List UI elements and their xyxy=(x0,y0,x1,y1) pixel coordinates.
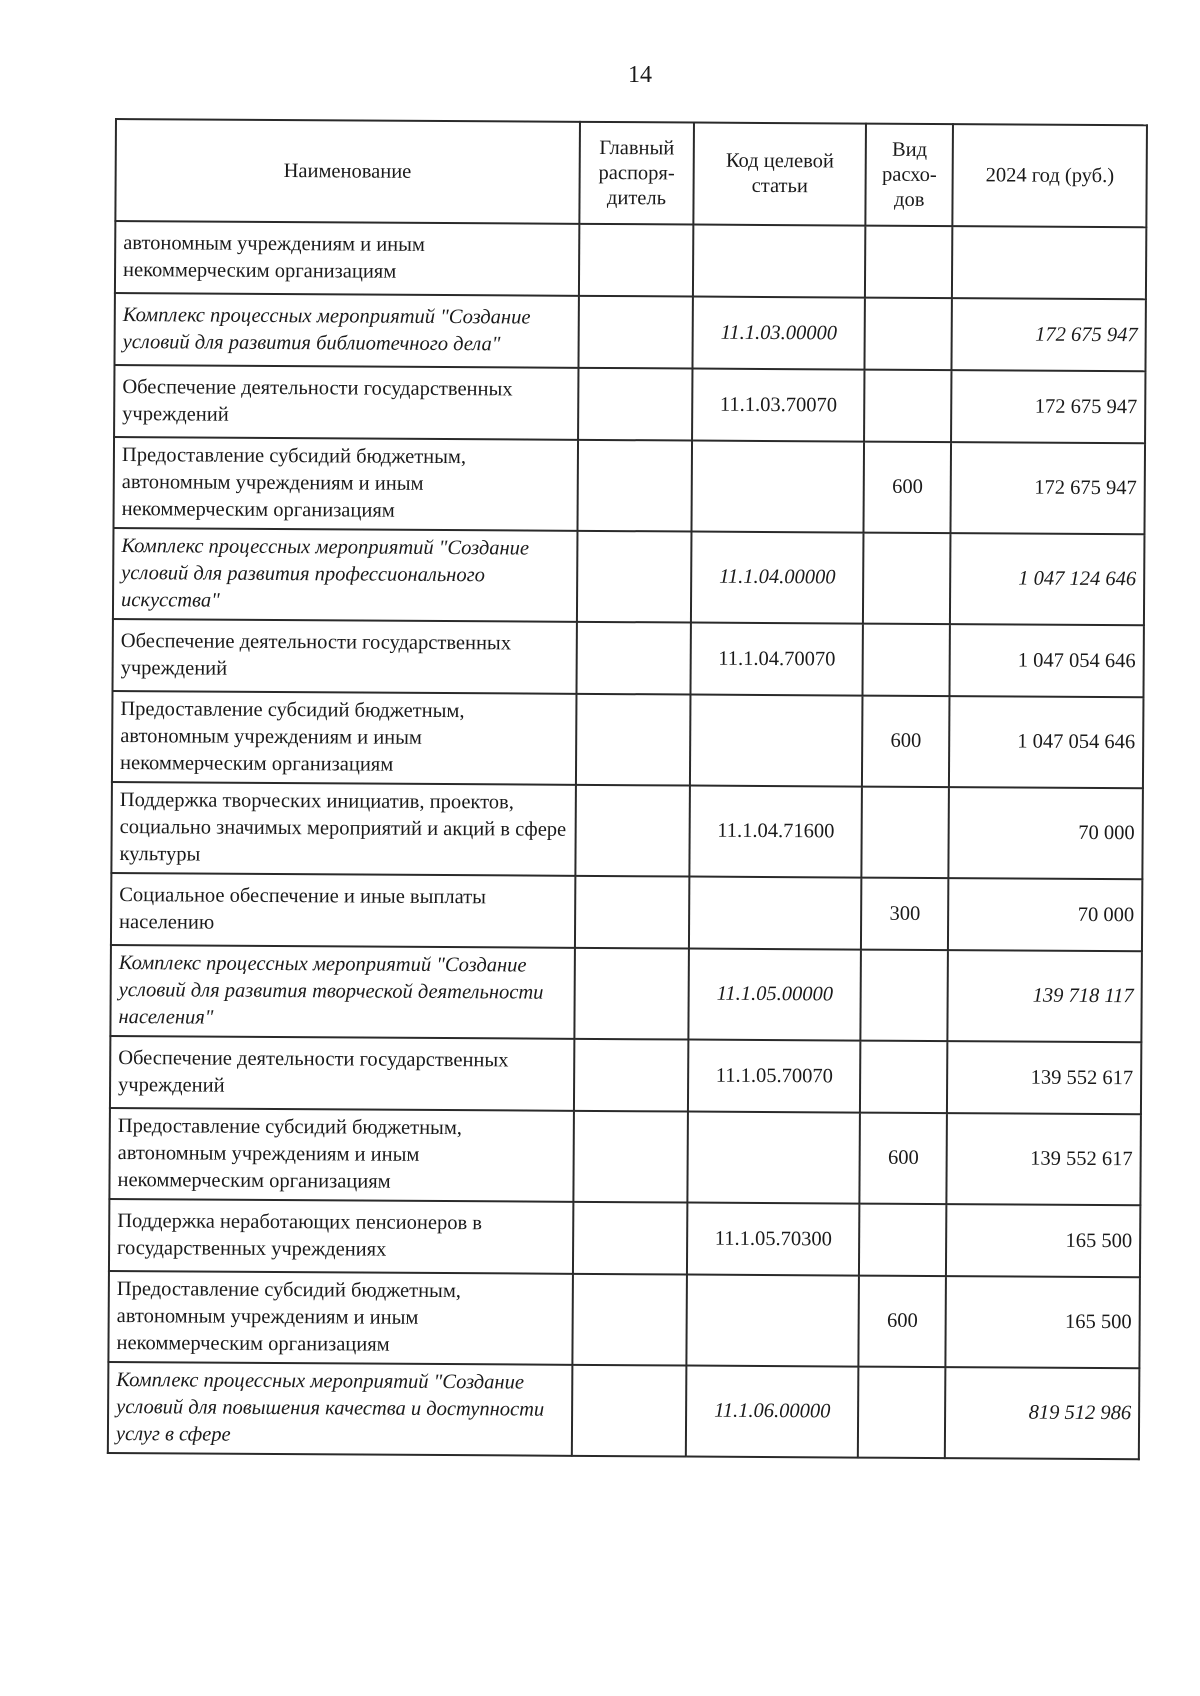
table-row xyxy=(114,365,1145,443)
row-chief-administrator xyxy=(576,622,691,695)
row-target-code xyxy=(689,877,861,950)
row-amount: 172 675 947 xyxy=(951,370,1145,443)
table-row xyxy=(112,619,1143,697)
table-row xyxy=(108,1271,1140,1368)
table-row xyxy=(113,437,1145,534)
row-expense-type xyxy=(859,1204,947,1277)
row-name: Обеспечение деятельности государственных учреждений xyxy=(114,365,578,440)
row-target-code: 11.1.05.70300 xyxy=(687,1203,859,1276)
table-row-program xyxy=(108,1362,1140,1459)
row-chief-administrator xyxy=(575,785,690,877)
row-amount: 165 500 xyxy=(946,1204,1140,1277)
row-name: Комплекс процессных мероприятий "Создание условий для развития профессионального искусства" xyxy=(113,528,577,622)
row-amount: 139 552 617 xyxy=(947,1113,1141,1205)
row-expense-type: 300 xyxy=(861,878,949,951)
header-target-code: Код целевой статьи xyxy=(694,123,866,226)
row-chief-administrator xyxy=(571,1365,686,1457)
row-name: Предоставление субсидий бюджетным, автономным учреждениям и иным некоммерческим организациям xyxy=(108,1271,572,1365)
row-target-code: 11.1.04.70070 xyxy=(691,623,863,696)
table-row xyxy=(111,873,1142,951)
row-amount: 819 512 986 xyxy=(945,1367,1139,1459)
row-name: Комплекс процессных мероприятий "Создание условий для развития библиотечного дела" xyxy=(114,293,578,368)
table-header-row xyxy=(115,119,1147,227)
row-amount xyxy=(952,226,1146,299)
row-amount: 172 675 947 xyxy=(951,442,1145,534)
row-amount: 1 047 124 646 xyxy=(950,533,1144,625)
table-row xyxy=(109,1108,1141,1205)
row-name: Предоставление субсидий бюджетным, автономным учреждениям и иным некоммерческим организациям xyxy=(113,437,577,531)
row-target-code xyxy=(688,1112,860,1204)
row-amount: 1 047 054 646 xyxy=(950,624,1144,697)
row-target-code: 11.1.04.00000 xyxy=(691,532,863,624)
row-target-code: 11.1.03.70070 xyxy=(692,369,864,442)
row-expense-type xyxy=(864,370,952,443)
row-name: Предоставление субсидий бюджетным, автономным учреждениям и иным некоммерческим организациям xyxy=(112,691,576,785)
row-expense-type: 600 xyxy=(858,1276,946,1368)
row-target-code xyxy=(692,441,864,533)
row-chief-administrator xyxy=(575,876,690,949)
row-name: Поддержка творческих инициатив, проектов, социально значимых мероприятий и акций в сфере культуры xyxy=(111,782,575,876)
row-expense-type xyxy=(864,298,952,371)
row-name: Обеспечение деятельности государственных учреждений xyxy=(110,1036,574,1111)
row-expense-type xyxy=(865,226,953,299)
row-expense-type xyxy=(858,1367,946,1459)
row-chief-administrator xyxy=(572,1274,687,1366)
row-chief-administrator xyxy=(578,368,693,441)
table-row xyxy=(112,691,1144,788)
row-target-code xyxy=(693,225,865,298)
header-expense-type: Вид расхо-дов xyxy=(865,124,953,227)
row-target-code: 11.1.05.70070 xyxy=(688,1040,860,1113)
row-chief-administrator xyxy=(574,948,689,1040)
row-amount: 1 047 054 646 xyxy=(949,696,1143,788)
row-target-code: 11.1.03.00000 xyxy=(693,297,865,370)
row-name: Комплекс процессных мероприятий "Создание условий для повышения качества и доступности услуг в сфере xyxy=(108,1362,572,1456)
page-number: 14 xyxy=(628,62,652,88)
header-name: Наименование xyxy=(115,119,579,224)
row-expense-type: 600 xyxy=(862,696,950,788)
table-body xyxy=(108,221,1147,1459)
row-chief-administrator xyxy=(577,440,692,532)
row-name: Социальное обеспечение и иные выплаты населению xyxy=(111,873,575,948)
row-expense-type xyxy=(861,787,949,879)
row-amount: 139 718 117 xyxy=(948,950,1142,1042)
row-amount: 70 000 xyxy=(948,878,1142,951)
table-row-program xyxy=(110,945,1142,1042)
table-row-program xyxy=(114,293,1145,371)
row-chief-administrator xyxy=(573,1111,688,1203)
budget-table xyxy=(107,118,1148,1460)
row-amount: 165 500 xyxy=(946,1276,1140,1368)
row-name: Поддержка неработающих пенсионеров в государственных учреждениях xyxy=(109,1199,573,1274)
row-target-code xyxy=(687,1275,859,1367)
row-target-code xyxy=(690,695,862,787)
table-row xyxy=(110,1036,1141,1114)
row-chief-administrator xyxy=(574,1039,689,1112)
row-amount: 70 000 xyxy=(949,787,1143,879)
row-expense-type: 600 xyxy=(863,442,951,534)
row-name: Предоставление субсидий бюджетным, автономным учреждениям и иным некоммерческим организациям xyxy=(109,1108,573,1202)
row-expense-type xyxy=(860,950,948,1042)
table-row-program xyxy=(113,528,1145,625)
table-row xyxy=(115,221,1146,299)
header-amount-2024: 2024 год (руб.) xyxy=(953,124,1147,227)
row-chief-administrator xyxy=(576,531,691,623)
row-expense-type xyxy=(863,533,951,625)
row-target-code: 11.1.05.00000 xyxy=(689,949,861,1041)
row-target-code: 11.1.04.71600 xyxy=(690,786,862,878)
row-expense-type xyxy=(860,1041,948,1114)
row-amount: 139 552 617 xyxy=(947,1041,1141,1114)
row-name: Обеспечение деятельности государственных учреждений xyxy=(112,619,576,694)
row-expense-type xyxy=(862,624,950,697)
row-chief-administrator xyxy=(578,224,693,297)
row-chief-administrator xyxy=(573,1202,688,1275)
header-chief-administrator: Главный распоря-дитель xyxy=(579,122,694,225)
row-name: автономным учреждениям и иным некоммерческим организациям xyxy=(115,221,579,296)
row-chief-administrator xyxy=(578,296,693,369)
table-row xyxy=(111,782,1143,879)
row-amount: 172 675 947 xyxy=(952,298,1146,371)
row-target-code: 11.1.06.00000 xyxy=(686,1366,858,1458)
table-row xyxy=(109,1199,1140,1277)
row-chief-administrator xyxy=(575,694,690,786)
row-expense-type: 600 xyxy=(859,1113,947,1205)
row-name: Комплекс процессных мероприятий "Создание условий для развития творческой деятельности населения" xyxy=(110,945,574,1039)
